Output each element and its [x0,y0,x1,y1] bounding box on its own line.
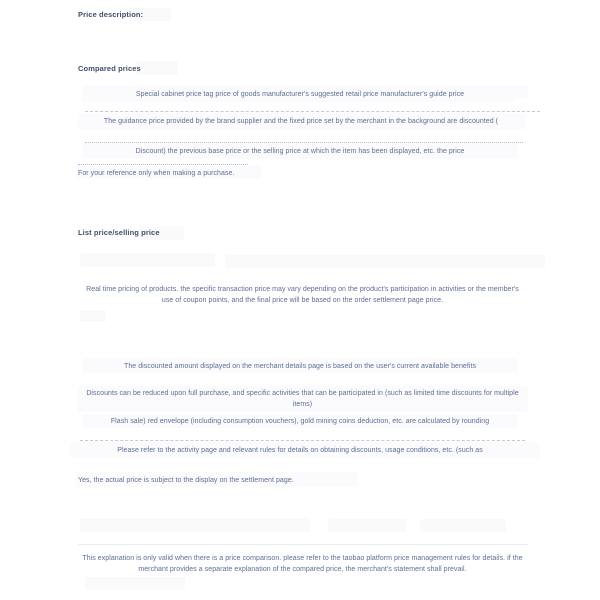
list-price-line-discounts-reduced: Discounts can be reduced upon full purchase, and specific activities that can be participated in (such as limited time discounts for multiple items) [86,390,519,408]
translation-overlay-patch [80,253,215,267]
compared-prices-line-guidance: The guidance price provided by the brand supplier and the fixed price set by the merchant in the background are discounted ( [103,118,499,125]
compared-prices-line-special-cabinet: Special cabinet price tag price of goods manufacturer's suggested retail price manufacturer's guide price [135,91,465,98]
list-price-line-flash-sale: Flash sale) red envelope (including consumption vouchers), gold mining coins deduction, etc. are calculated by rounding [110,418,490,425]
list-price-line-actual-price: Yes, the actual price is subject to the display on the settlement page. [78,477,294,484]
translation-overlay-patch [328,519,406,532]
translation-overlay-patch [80,518,310,532]
list-price-heading: List price/selling price [78,228,160,237]
translation-overlay-patch [80,310,106,322]
compared-prices-heading: Compared prices [78,64,141,73]
list-price-line-discounted-amount: The discounted amount displayed on the merchant details page is based on the user's current available benefits [124,363,476,370]
translation-overlay-patch [420,519,506,532]
list-price-para-real-time: Real time pricing of products. the specific transaction price may vary depending on the product's participation in activities or the member's use of coupon points, and the final price will be based on the order settlement page price. [86,286,519,304]
covered-text-artifact [78,544,528,545]
translation-overlay-patch [136,61,178,75]
price-description-heading: Price description: [78,10,144,19]
covered-text-artifact [80,440,525,441]
translation-overlay-patch [480,256,536,268]
disclaimer-text: This explanation is only valid when there is a price comparison. please refer to the taobao platform price management rules for details. if the merchant provides a separate explanation of the compared price, the merchant's statement shall prevail. [82,555,523,573]
compared-prices-line-reference: For your reference only when making a purchase. [78,170,235,177]
compared-prices-line-discount: Discount) the previous base price or the selling price at which the item has been displayed, etc. the price [135,148,465,155]
list-price-line-please-refer: Please refer to the activity page and relevant rules for details on obtaining discounts, usage conditions, etc. (such as [117,447,483,454]
translation-overlay-patch [85,577,185,590]
covered-text-artifact [85,111,540,112]
